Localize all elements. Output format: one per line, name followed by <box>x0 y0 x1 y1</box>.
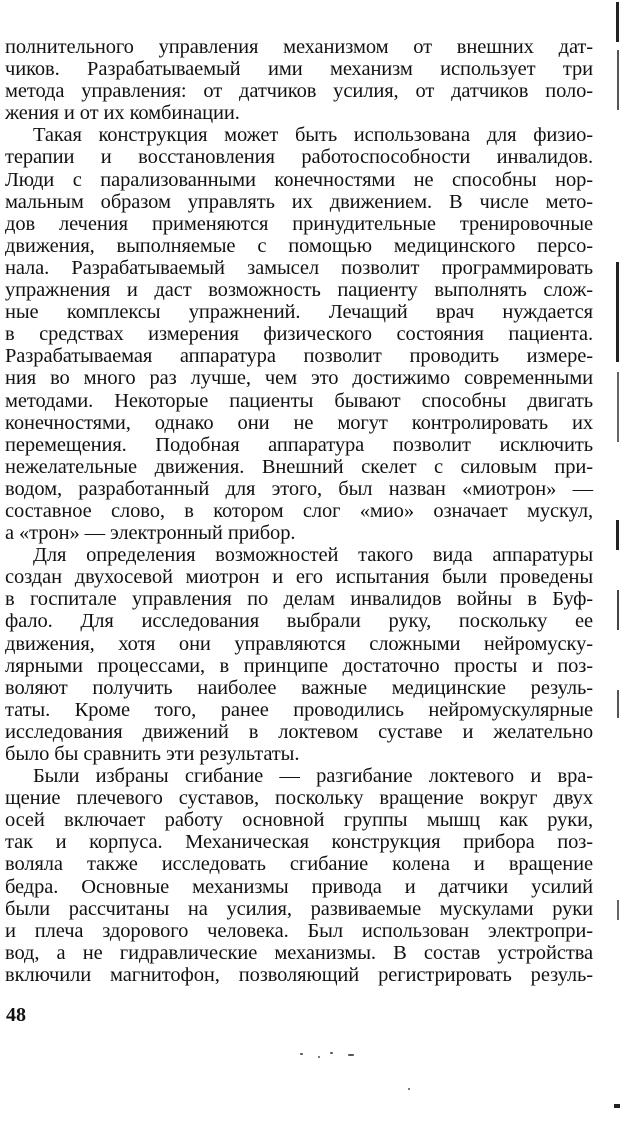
text-line: перемещения. Подобная аппаратура позволит исключить <box>5 433 593 456</box>
text-line: Такая конструкция может быть использована для физио- <box>33 124 593 147</box>
text-line: чиков. Разрабатываемый ими механизм использует три <box>5 58 593 81</box>
text-line: полнительного управления механизмом от внешних дат- <box>5 36 593 58</box>
scan-edge-marks <box>612 0 620 1123</box>
text-line: ния во много раз лучше, чем это достижимо современными <box>5 367 593 390</box>
text-line: создан двухосевой миотрон и его испытания были проведены <box>5 566 593 589</box>
text-line: жения и от их комбинации. <box>5 102 240 125</box>
text-line: водом, разработанный для этого, был назван «миотрон» — <box>5 477 593 500</box>
text-line: методами. Некоторые пациенты бывают способны двигать <box>5 389 593 412</box>
text-line: мальным образом управлять их движением. В числе мето- <box>5 190 593 213</box>
text-line: Разрабатываемая аппаратура позволит проводить измере- <box>5 345 593 368</box>
text-line: а «трон» — электронный прибор. <box>5 522 296 545</box>
text-line: движения, хотя они управляются сложными нейромуску- <box>5 632 593 655</box>
text-line: Были избраны сгибание — разгибание локтевого и вра- <box>33 765 593 788</box>
text-line: лярными процессами, в принципе достаточно просты и поз- <box>5 654 593 677</box>
text-line: в госпитале управления по делам инвалидов войны в Буф- <box>5 588 593 611</box>
text-line: Для определения возможностей такого вида аппаратуры <box>33 544 593 567</box>
text-line: конечностями, однако они не могут контролировать их <box>5 411 593 434</box>
text-line: осей включает работу основной группы мышц как руки, <box>5 809 593 832</box>
text-line: воляют получить наиболее важные медицинские резуль- <box>5 676 593 699</box>
text-line: Люди с парализованными конечностями не способны нор- <box>5 168 593 191</box>
text-line: дов лечения применяются принудительные тренировочные <box>5 212 593 235</box>
text-line: таты. Кроме того, ранее проводились нейромускулярные <box>5 698 593 721</box>
text-line: терапии и восстановления работоспособности инвалидов. <box>5 146 593 169</box>
text-line: вод, а не гидравлические механизмы. В состав устройства <box>5 941 593 964</box>
text-line: бедра. Основные механизмы привода и датчики усилий <box>5 875 593 898</box>
text-line: воляла также исследовать сгибание колена и вращение <box>5 853 593 876</box>
text-line: включили магнитофон, позволяющий регистрировать резуль- <box>5 963 593 986</box>
text-line: щение плечевого суставов, поскольку вращение вокруг двух <box>5 787 593 810</box>
text-line: было бы сравнить эти результаты. <box>5 743 300 765</box>
text-line: нала. Разрабатываемый замысел позволит программировать <box>5 256 593 279</box>
text-line: и плеча здорового человека. Был использован электропри- <box>5 919 593 942</box>
text-line: нежелательные движения. Внешний скелет с силовым при- <box>5 455 593 478</box>
text-line: были рассчитаны на усилия, развиваемые мускулами руки <box>5 897 593 920</box>
text-line: метода управления: от датчиков усилия, от датчиков поло- <box>5 80 593 103</box>
text-line: движения, выполняемые с помощью медицинского персо- <box>5 234 593 257</box>
body-text <box>5 36 593 986</box>
text-line: так и корпуса. Механическая конструкция прибора поз- <box>5 831 593 854</box>
text-line: составное слово, в котором слог «мио» означает мускул, <box>5 499 593 522</box>
text-line: упражнения и даст возможность пациенту выполнять слож- <box>5 279 593 302</box>
text-line: в средствах измерения физического состояния пациента. <box>5 323 593 346</box>
text-line: фало. Для исследования выбрали руку, поскольку ее <box>5 610 593 633</box>
text-line: ные комплексы упражнений. Лечащий врач нуждается <box>5 301 593 324</box>
page-number: 48 <box>6 1004 26 1026</box>
text-line: исследования движений в локтевом суставе и желательно <box>5 720 593 743</box>
